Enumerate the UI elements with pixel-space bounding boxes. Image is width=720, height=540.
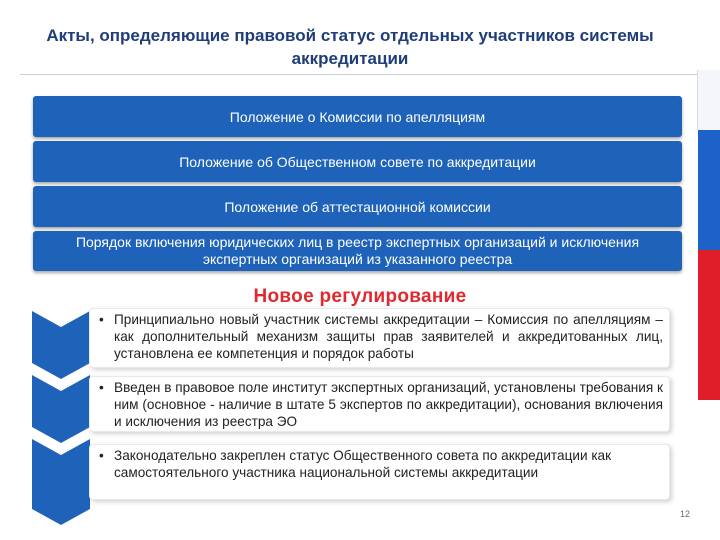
bullet-icon: • (99, 448, 104, 463)
chevron-2-icon (32, 375, 90, 443)
list-item-text: Введен в правовое поле институт экспертных организаций, установлены требования к ним (основное - наличие в штате 5 экспертов по аккредитации), основания включения и исключения из реестра ЭО (114, 380, 663, 429)
acts-list (33, 96, 682, 275)
bullet-icon: • (99, 312, 104, 327)
list-item-text: Принципиально новый участник системы аккредитации – Комиссия по апелляциям – как дополнительный механизм защиты прав заявителей и аккредитованных лиц, установлена ее компетенция и порядок работы (114, 312, 663, 361)
flag-blue-stripe (698, 130, 720, 250)
page-number: 12 (680, 509, 691, 519)
list-item (89, 376, 670, 432)
chevron-3-icon (32, 439, 90, 525)
chevron-1-icon (32, 311, 90, 379)
list-item (89, 308, 670, 368)
bullet-icon: • (99, 380, 104, 395)
act-bar-expert-registry: Порядок включения юридических лиц в реестр экспертных организаций и исключения экспертных организаций из указанного реестра (33, 231, 682, 271)
act-bar-attestation-commission: Положение об аттестационной комиссии (33, 186, 682, 227)
subheading: Новое регулирование (253, 286, 467, 307)
act-bar-public-council: Положение об Общественном совете по аккредитации (33, 141, 682, 182)
list-item-text: Законодательно закреплен статус Общественного совета по аккредитации как самостоятельного участника национальной системы аккредитации (114, 448, 612, 480)
act-bar-appeals-commission: Положение о Комиссии по апелляциям (33, 96, 682, 137)
flag-red-stripe (698, 250, 720, 400)
list-item (89, 444, 670, 500)
title-divider (20, 74, 698, 75)
flag-white-stripe (697, 70, 720, 130)
page-title: Акты, определяющие правовой статус отдельных участников системы аккредитации (46, 26, 654, 68)
